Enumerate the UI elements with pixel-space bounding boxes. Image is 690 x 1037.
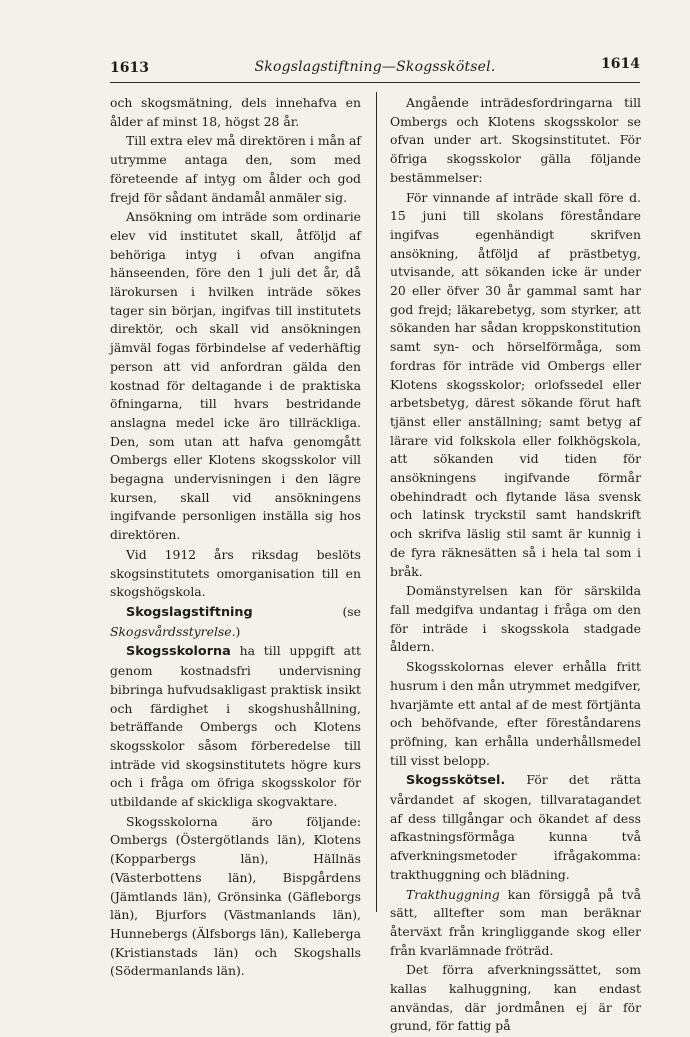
entry-skogsskolorna bbox=[110, 642, 361, 811]
paragraph: och skogsmätning, dels innehafva en ålder af minst 18, högst 28 år. bbox=[110, 95, 361, 129]
paragraph: För vinnande af inträde skall före d. 15 juni till skolans föreståndare ingifvas egenhändigt skrifven ansökning, åtföljd af prästbetyg, utvisande, att sökanden icke är under 20 eller öfver 30 år gammal samt har god frejd; läkarebetyg, som styrker, att sökanden har sådan kroppskonstitution samt syn- och hörselförmåga, som fordras för inträde vid Ombergs eller Klotens skogsskolor; orlofssedel eller arbetsbetyg, därest sökande förut haft tjänst eller anställning; samt betyg af lärare vid folkskola eller folkhögskola, att sökanden vid tiden för ansökningens ingifvande förmår obehindradt och flytande läsa svensk och latinsk tryckstil samt handskrift och skrifva läslig stil samt är kunnig i de fyra räknesätten så i hela tal som i bråk. bbox=[390, 189, 641, 579]
entry-skogsskotsel bbox=[390, 771, 641, 884]
running-title: Skogslagstiftning—Skogsskötsel. bbox=[254, 59, 496, 75]
page-number-right: 1614 bbox=[601, 56, 640, 72]
paragraph bbox=[390, 886, 641, 961]
paragraph: Till extra elev må direktören i mån af utrymme antaga den, som med företeende af intyg om ålder och god frejd för sådant ändamål anmäler sig. bbox=[110, 133, 361, 205]
paragraph: Det förra afverkningssättet, som kallas kalhuggning, kan endast användas, där jordmånen ej är för grund, för fattig på bbox=[390, 962, 641, 1034]
column-divider bbox=[376, 92, 377, 912]
entry-text: För det rätta vårdandet af skogen, tillvaratagandet af dess tillgångar och ökandet af dess afkastningsförmåga kunna två afverkningsmetoder ifrågakomma: trakthuggning och blädning. bbox=[390, 772, 641, 882]
entry-text: (se bbox=[252, 603, 361, 619]
paragraph: Domänstyrelsen kan för särskilda fall medgifva undantag i fråga om den för inträde i skogsskola stadgade åldern. bbox=[390, 583, 641, 655]
italic-term: Trakthuggning bbox=[406, 886, 500, 902]
right-column bbox=[390, 94, 641, 1037]
paragraph: Angående inträdesfordringarna till Ombergs och Klotens skogsskolor se ofvan under art. Skogsinstitutet. För öfriga skogsskolor gälla följande bestämmelser: bbox=[390, 95, 641, 185]
entry-keyword: Skogsskötsel. bbox=[406, 773, 506, 789]
entry-skogslagstiftning bbox=[110, 603, 361, 641]
page-number-left: 1613 bbox=[110, 60, 149, 76]
entry-text: ) bbox=[235, 623, 241, 639]
paragraph: Skogsskolornas elever erhålla fritt husrum i den mån utrymmet medgifver, hvarjämte ett antal af de mest förtjänta och behöfvande, efter föreståndarens pröfning, kan erhålla underhållsmedel till visst belopp. bbox=[390, 659, 641, 768]
page-header bbox=[110, 58, 640, 83]
entry-text: ha till uppgift att genom kostnadsfri undervisning bibringa hufvudsakligast praktisk insikt och färdighet i skogshushållning, beträffande Ombergs och Klotens skogsskolor såsom förberedelse till inträde vid skogsinstitutets högre kurs och i fråga om öfriga skogsskolor för utbildande af skickliga skogvaktare. bbox=[110, 643, 361, 810]
entry-keyword: Skogsskolorna bbox=[126, 644, 231, 660]
left-column bbox=[110, 94, 361, 982]
cross-reference: Skogsvårdsstyrelse. bbox=[110, 623, 236, 639]
paragraph: Ansökning om inträde som ordinarie elev vid institutet skall, åtföljd af behöriga intyg i ofvan angifna hänseenden, före den 1 juli det år, då lärokursen i hvilken inträde sökes tager sin början, ingifvas till institutets direktör, och skall vid ansökningen jämväl fogas förbindelse af vederhäftig person att vid anfordran gälda den kostnad för deltagande i de praktiska öfningarna, till hvars bestridande anslagna medel icke äro tillräckliga. Den, som utan att hafva genomgått Ombergs eller Klotens skogsskolor vill begagna undervisningen i den lägre kursen, skall vid ansökningens ingifvande personligen inställa sig hos direktören. bbox=[110, 209, 361, 543]
paragraph: Vid 1912 års riksdag beslöts skogsinstitutets omorganisation till en skogshögskola. bbox=[110, 546, 361, 600]
entry-text: kan försiggå på två sätt, alltefter som man beräknar återväxt från kringliggande skog eller från kvarlämnade fröträd. bbox=[390, 886, 641, 958]
paragraph: Skogsskolorna äro följande: Ombergs (Östergötlands län), Klotens (Kopparbergs län), Hällnäs (Västerbottens län), Bispgårdens (Jämtlands län), Grönsinka (Gäfleborgs län), Bjurfors (Västmanlands län), Hunnebergs (Älfsborgs län), Kalleberga (Kristianstads län) och Skogshalls (Södermanlands län). bbox=[110, 813, 361, 979]
entry-keyword: Skogslagstiftning bbox=[126, 604, 253, 620]
